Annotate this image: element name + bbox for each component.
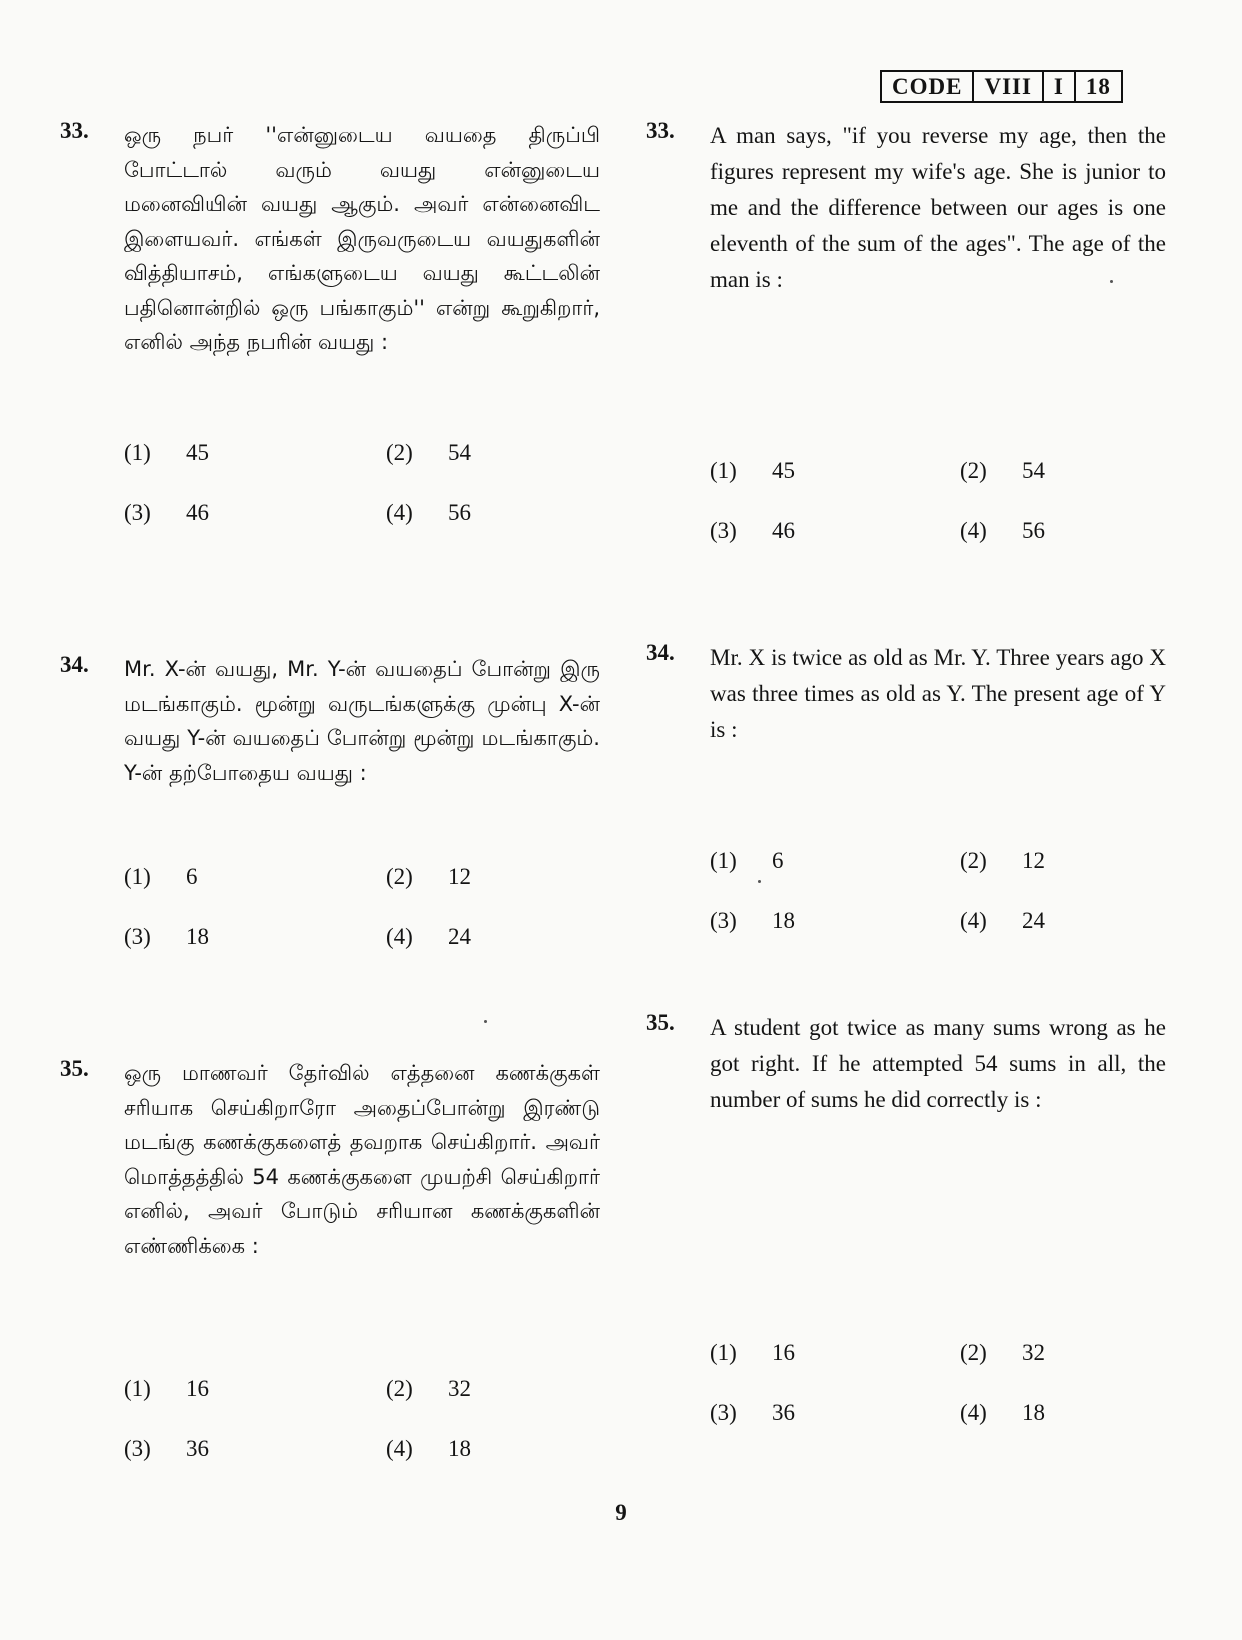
options — [710, 848, 1166, 934]
code-box — [880, 70, 1123, 103]
options — [124, 440, 600, 526]
option-4: (4) 18 — [960, 1400, 1045, 1425]
question-text: ஒரு நபர் ''என்னுடைய வயதை திருப்பி போட்டால் வரும் வயது என்னுடைய மனைவியின் வயது ஆகும். அவர் என்னைவிட இளையவர். எங்கள் இருவருடைய வயதுகளின் வித்தியாசம், எங்களுடைய வயது கூட்டலின் பதினொன்றில் ஒரு பங்காகும்'' என்று கூறுகிறார், எனில் அந்த நபரின் வயது : — [124, 123, 600, 354]
question-number: 33. — [646, 118, 675, 143]
scan-speck — [758, 880, 761, 883]
option-1: (1) 6 — [124, 864, 198, 889]
option-2: (2) 12 — [960, 848, 1045, 873]
option-2: (2) 12 — [386, 864, 471, 889]
scan-speck — [484, 1020, 487, 1023]
question-tamil-33 — [60, 118, 600, 525]
option-1: (1) 45 — [124, 440, 209, 465]
question-text: ஒரு மாணவர் தேர்வில் எத்தனை கணக்குகள் சரியாக செய்கிறாரோ அதைப்போன்று இரண்டு மடங்கு கணக்குகளைத் தவறாக செய்கிறார். அவர் மொத்தத்தில் 54 கணக்குகளை முயற்சி செய்கிறார் எனில், அவர் போடும் சரியான கணக்குகளின் எண்ணிக்கை : — [124, 1061, 600, 1258]
page-number: 9 — [615, 1500, 627, 1525]
question-english-34 — [646, 640, 1166, 933]
option-3: (3) 46 — [710, 518, 795, 543]
question-english-35 — [646, 1010, 1166, 1425]
option-3: (3) 36 — [710, 1400, 795, 1425]
question-text: A student got twice as many sums wrong as he got right. If he attempted 54 sums in all, the number of sums he did correctly is : — [710, 1015, 1166, 1112]
options — [124, 864, 600, 950]
option-2: (2) 32 — [386, 1376, 471, 1401]
question-text: A man says, "if you reverse my age, then the figures represent my wife's age. She is junior to me and the difference between our ages is one eleventh of the sum of the ages". The age of the man is : — [710, 123, 1166, 292]
option-3: (3) 18 — [710, 908, 795, 933]
option-3: (3) 18 — [124, 924, 209, 949]
question-english-33 — [646, 118, 1166, 543]
options — [710, 1340, 1166, 1426]
options — [124, 1376, 600, 1462]
option-4: (4) 56 — [960, 518, 1045, 543]
options — [710, 458, 1166, 544]
option-1: (1) 45 — [710, 458, 795, 483]
question-number: 33. — [60, 118, 89, 143]
option-2: (2) 54 — [386, 440, 471, 465]
scan-speck — [1110, 280, 1113, 283]
option-4: (4) 24 — [960, 908, 1045, 933]
question-number: 35. — [60, 1056, 89, 1081]
option-4: (4) 24 — [386, 924, 471, 949]
code-series: VIII — [974, 72, 1043, 101]
option-4: (4) 56 — [386, 500, 471, 525]
option-1: (1) 6 — [710, 848, 784, 873]
option-3: (3) 36 — [124, 1436, 209, 1461]
option-1: (1) 16 — [124, 1376, 209, 1401]
option-4: (4) 18 — [386, 1436, 471, 1461]
option-2: (2) 32 — [960, 1340, 1045, 1365]
code-page: 18 — [1085, 74, 1111, 99]
option-2: (2) 54 — [960, 458, 1045, 483]
question-text: Mr. X-ன் வயது, Mr. Y-ன் வயதைப் போன்று இரு மடங்காகும். மூன்று வருடங்களுக்கு முன்பு X-ன் வயது Y-ன் வயதைப் போன்று மூன்று மடங்காகும். Y-ன் தற்போதைய வயது : — [124, 657, 600, 785]
question-number: 34. — [60, 652, 89, 677]
question-number: 34. — [646, 640, 675, 665]
code-set: I — [1044, 72, 1076, 101]
question-number: 35. — [646, 1010, 675, 1035]
option-3: (3) 46 — [124, 500, 209, 525]
question-tamil-34 — [60, 652, 600, 949]
option-1: (1) 16 — [710, 1340, 795, 1365]
question-text: Mr. X is twice as old as Mr. Y. Three years ago X was three times as old as Y. The present age of Y is : — [710, 645, 1166, 742]
question-tamil-35 — [60, 1056, 600, 1461]
code-label: CODE — [882, 72, 974, 101]
